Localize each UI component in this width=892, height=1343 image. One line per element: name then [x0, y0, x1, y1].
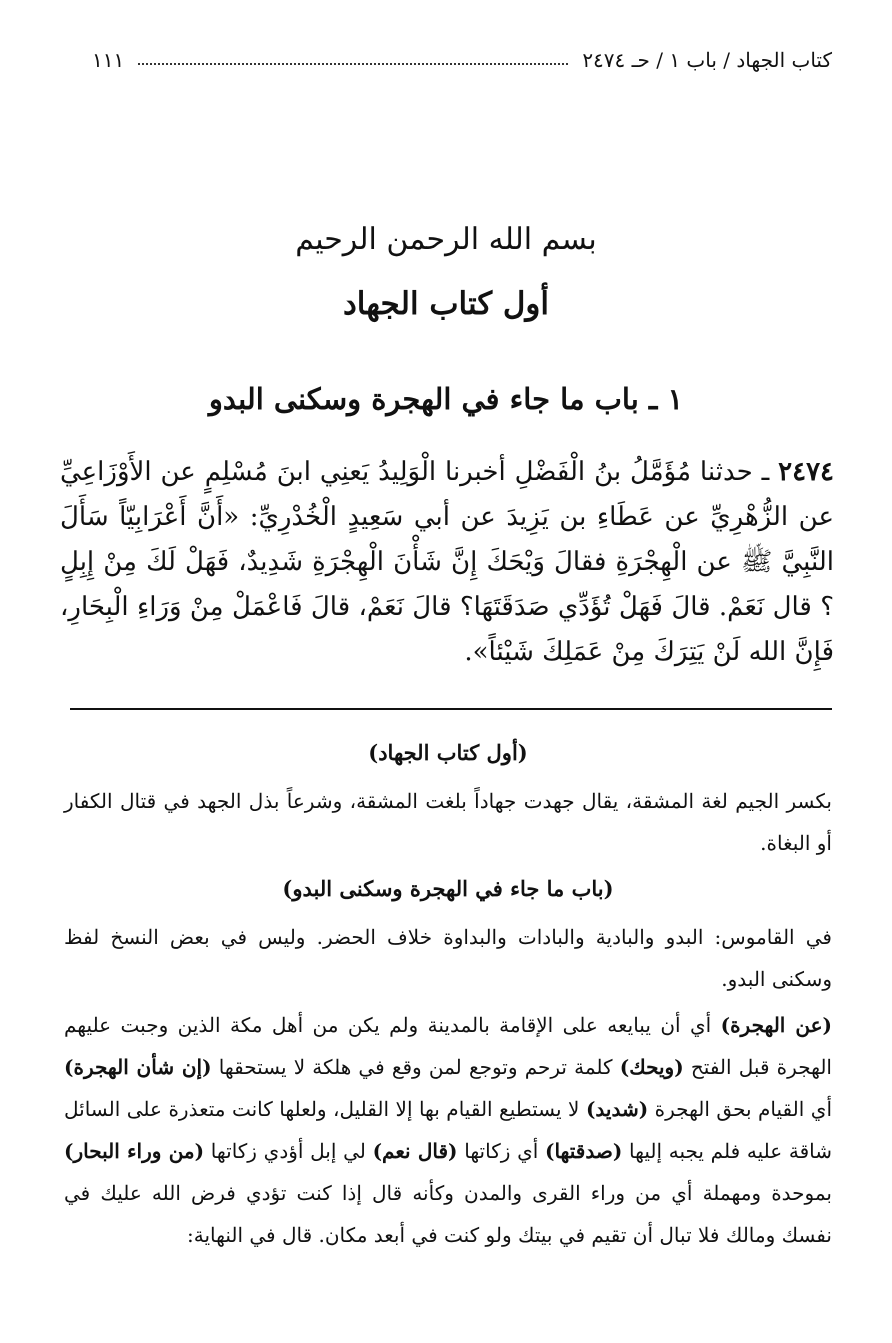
quoted-term: (إن شأن الهجرة) — [64, 1055, 212, 1079]
commentary — [64, 728, 832, 1260]
hadith-number: ٢٤٧٤ — [778, 457, 835, 487]
commentary-text: كلمة ترحم وتوجع لمن وقع في هلكة لا يستحقها — [211, 1055, 620, 1079]
commentary-text: أي القيام بحق الهجرة — [648, 1097, 832, 1121]
quoted-term: (صدقتها) — [545, 1139, 623, 1163]
commentary-text: أي أن يبايعه على الإقامة بالمدينة ولم يكن من أهل مكة الذين وجبت عليهم الهجرة قبل الفتح — [64, 1013, 832, 1079]
footnote-divider — [70, 708, 832, 710]
quoted-term: (شديد) — [585, 1097, 649, 1121]
basmala: بسم الله الرحمن الرحيم — [295, 222, 597, 257]
commentary-heading-chapter: (باب ما جاء في الهجرة وسكنى البدو) — [282, 876, 614, 901]
chapter-title: ١ ـ باب ما جاء في الهجرة وسكنى البدو — [208, 382, 684, 416]
commentary-heading-book: (أول كتاب الجهاد) — [368, 740, 528, 765]
commentary-text: لا يستطيع القيام بها إلا القليل، ولعلها كانت متعذرة على السائل شاقة عليه فلم يجبه إليها — [64, 1097, 833, 1163]
quoted-term: (ويحك) — [619, 1055, 684, 1079]
running-header — [92, 42, 832, 78]
commentary-text: بموحدة ومهملة أي من وراء القرى والمدن وكأنه قال إذا كنت تؤدي فرض الله عليك في نفسك ومالك فلا تبال أن تقيم في بيتك ولو كنت في أبعد مكان. قال في النهاية: — [64, 1181, 832, 1247]
commentary-paragraph: بكسر الجيم لغة المشقة، يقال جهدت جهاداً بلغت المشقة، وشرعاً بذل الجهد في قتال الكفار أو البغاة. — [64, 789, 832, 855]
commentary-paragraph: في القاموس: البدو والبادية والبادات والبداوة خلاف الحضر. وليس في بعض النسخ لفظ وسكنى البدو. — [64, 925, 832, 991]
quoted-term: (قال نعم) — [372, 1139, 458, 1163]
book-title: أول كتاب الجهاد — [342, 286, 550, 322]
hadith-body: ـ حدثنا مُؤَمَّلُ بنُ الْفَضْلِ أخبرنا الْوَلِيدُ يَعنِي ابنَ مُسْلِمٍ عن الأَوْزَاعِيِّ عن الزُّهْرِيِّ عن عَطَاءِ بن يَزِيدَ عن أبي سَعِيدٍ الْخُدْرِيِّ: «أَنَّ أَعْرَابِيّاً سَأَلَ النَّبِيَّ ﷺ عن الْهِجْرَةِ فقالَ وَيْحَكَ إِنَّ شَأْنَ الْهِجْرَةِ شَدِيدٌ، فَهَلْ لَكَ مِنْ إِبِلٍ ؟ قال نَعَمْ. قالَ فَهَلْ تُؤَدِّي صَدَقَتَهَا؟ قالَ نَعَمْ، قالَ فَاعْمَلْ مِنْ وَرَاءِ الْبِحَارِ، فَإِنَّ الله لَنْ يَتِرَكَ مِنْ عَمَلِكَ شَيْئاً». — [60, 457, 834, 667]
page-number: ١١١ — [92, 48, 125, 72]
running-title: كتاب الجهاد / باب ١ / حـ ٢٤٧٤ — [582, 48, 832, 72]
hadith-text — [60, 450, 834, 675]
commentary-text: أي زكاتها — [457, 1139, 545, 1163]
commentary-paragraph — [64, 1004, 832, 1256]
quoted-term: (من وراء البحار) — [64, 1139, 205, 1163]
quoted-term: (عن الهجرة) — [720, 1013, 833, 1037]
leader-dots — [138, 63, 568, 65]
commentary-text: لي إبل أؤدي زكاتها — [204, 1139, 373, 1163]
